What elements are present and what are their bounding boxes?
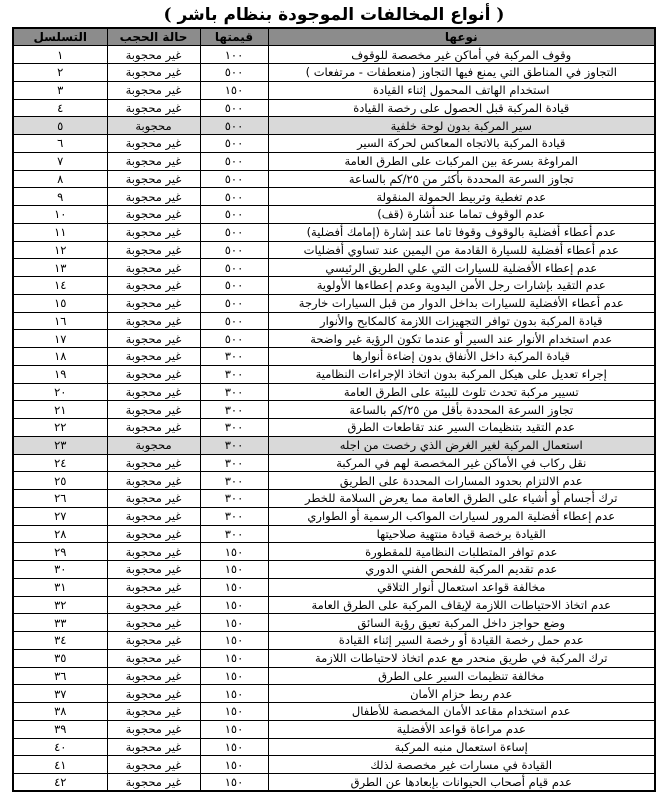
table-row xyxy=(13,277,655,295)
table-body xyxy=(13,46,655,792)
cell-serial-number: ٣ xyxy=(13,81,107,99)
cell-violation-type: عدم مراعاة قواعد الأفضلية xyxy=(268,720,655,738)
table-row xyxy=(13,401,655,419)
cell-serial-number: ٤٠ xyxy=(13,738,107,756)
cell-serial-number: ٣٤ xyxy=(13,632,107,650)
cell-violation-value: ٥٠٠ xyxy=(200,294,268,312)
cell-violation-type: مخالفة تنظيمات السير على الطرق xyxy=(268,667,655,685)
cell-violation-value: ٥٠٠ xyxy=(200,259,268,277)
table-row xyxy=(13,756,655,774)
cell-violation-type: عدم أعطاء أفضلية بالوقوف وقوفا تاما عند إشارة (إمامك أفضلية) xyxy=(268,223,655,241)
table-row xyxy=(13,348,655,366)
cell-violation-type: عدم التقيد بإشارات رجل الأمن اليدوية وعدم إعطاءها الأولوية xyxy=(268,277,655,295)
cell-violation-value: ٥٠٠ xyxy=(200,170,268,188)
table-row xyxy=(13,614,655,632)
cell-serial-number: ٧ xyxy=(13,152,107,170)
cell-blocking-status: غير محجوبة xyxy=(107,419,200,437)
cell-blocking-status: غير محجوبة xyxy=(107,46,200,64)
cell-serial-number: ٣٠ xyxy=(13,561,107,579)
cell-violation-value: ٥٠٠ xyxy=(200,241,268,259)
cell-blocking-status: غير محجوبة xyxy=(107,578,200,596)
cell-serial-number: ٢٠ xyxy=(13,383,107,401)
table-row xyxy=(13,685,655,703)
table-row xyxy=(13,543,655,561)
cell-violation-type: المراوغة بسرعة بين المركبات على الطرق العامة xyxy=(268,152,655,170)
cell-violation-type: تسيير مركبة تحدث تلوث للبيئة على الطرق العامة xyxy=(268,383,655,401)
cell-violation-type: قيادة المركبة بدون توافر التجهيزات اللازمة كالمكابح والأنوار xyxy=(268,312,655,330)
cell-violation-value: ١٥٠ xyxy=(200,756,268,774)
cell-blocking-status: غير محجوبة xyxy=(107,632,200,650)
cell-violation-type: القيادة برخصة قيادة منتهية صلاحيتها xyxy=(268,525,655,543)
header-serial: التسلسل xyxy=(13,28,107,46)
cell-blocking-status: غير محجوبة xyxy=(107,738,200,756)
cell-blocking-status: غير محجوبة xyxy=(107,649,200,667)
table-row xyxy=(13,774,655,792)
cell-violation-type: عدم حمل رخصة القيادة أو رخصة السير إثناء القيادة xyxy=(268,632,655,650)
cell-serial-number: ٢٥ xyxy=(13,472,107,490)
header-value: قيمتها xyxy=(200,28,268,46)
cell-blocking-status: غير محجوبة xyxy=(107,81,200,99)
cell-blocking-status: غير محجوبة xyxy=(107,596,200,614)
table-row xyxy=(13,46,655,64)
table-row xyxy=(13,188,655,206)
cell-violation-type: عدم استخدام الأنوار عند السير أو عندما تكون الرؤية غير واضحة xyxy=(268,330,655,348)
cell-violation-value: ٣٠٠ xyxy=(200,436,268,454)
table-row xyxy=(13,135,655,153)
cell-violation-value: ٣٠٠ xyxy=(200,348,268,366)
table-row xyxy=(13,561,655,579)
table-row xyxy=(13,117,655,135)
cell-serial-number: ٢٨ xyxy=(13,525,107,543)
cell-blocking-status: غير محجوبة xyxy=(107,312,200,330)
cell-violation-type: استخدام الهاتف المحمول إثناء القيادة xyxy=(268,81,655,99)
cell-blocking-status: غير محجوبة xyxy=(107,685,200,703)
header-type: نوعها xyxy=(268,28,655,46)
cell-violation-type: عدم التقيد بتنظيمات السير عند تقاطعات الطرق xyxy=(268,419,655,437)
cell-violation-type: وقوف المركبة في أماكن غير مخصصة للوقوف xyxy=(268,46,655,64)
cell-violation-type: عدم اتخاذ الاحتياطات اللازمة لإيقاف المركبة على الطرق العامة xyxy=(268,596,655,614)
cell-serial-number: ٢١ xyxy=(13,401,107,419)
cell-blocking-status: غير محجوبة xyxy=(107,774,200,792)
cell-blocking-status: غير محجوبة xyxy=(107,348,200,366)
cell-blocking-status: غير محجوبة xyxy=(107,454,200,472)
table-row xyxy=(13,649,655,667)
cell-violation-type: ترك أجسام أو أشياء على الطرق العامة مما يعرض السلامة للخطر xyxy=(268,490,655,508)
cell-violation-type: سير المركبة بدون لوحة خلفية xyxy=(268,117,655,135)
cell-serial-number: ٢٣ xyxy=(13,436,107,454)
cell-violation-value: ١٥٠ xyxy=(200,561,268,579)
cell-violation-type: عدم إعطاء الأفضلية للسيارات التي علي الطريق الرئيسي xyxy=(268,259,655,277)
cell-serial-number: ٢٧ xyxy=(13,507,107,525)
cell-violation-value: ٥٠٠ xyxy=(200,277,268,295)
table-row xyxy=(13,365,655,383)
cell-violation-type: عدم ربط حزام الأمان xyxy=(268,685,655,703)
cell-violation-value: ٥٠٠ xyxy=(200,330,268,348)
header-row xyxy=(13,28,655,46)
cell-serial-number: ٩ xyxy=(13,188,107,206)
cell-violation-type: تجاوز السرعة المحددة بأقل من ٢٥/كم بالساعة xyxy=(268,401,655,419)
cell-violation-type: عدم تقديم المركبة للفحص الفني الدوري xyxy=(268,561,655,579)
page-title: ( أنواع المخالفات الموجودة بنظام باشر ) xyxy=(163,5,505,25)
cell-violation-value: ٣٠٠ xyxy=(200,401,268,419)
cell-serial-number: ٣٣ xyxy=(13,614,107,632)
cell-serial-number: ٢ xyxy=(13,64,107,82)
cell-blocking-status: غير محجوبة xyxy=(107,170,200,188)
cell-serial-number: ٢٩ xyxy=(13,543,107,561)
cell-blocking-status: غير محجوبة xyxy=(107,543,200,561)
cell-serial-number: ١٧ xyxy=(13,330,107,348)
table-row xyxy=(13,507,655,525)
cell-violation-value: ١٥٠ xyxy=(200,632,268,650)
cell-violation-value: ١٥٠ xyxy=(200,543,268,561)
table-row xyxy=(13,81,655,99)
table-row xyxy=(13,223,655,241)
cell-violation-type: مخالفة قواعد استعمال أنوار التلاقي xyxy=(268,578,655,596)
table-row xyxy=(13,703,655,721)
cell-serial-number: ٤١ xyxy=(13,756,107,774)
cell-blocking-status: غير محجوبة xyxy=(107,614,200,632)
header-status: حالة الحجب xyxy=(107,28,200,46)
cell-violation-type: عدم تغطية وتربيط الحمولة المنقولة xyxy=(268,188,655,206)
cell-violation-type: عدم استخدام مقاعد الأمان المخصصة للأطفال xyxy=(268,703,655,721)
cell-violation-value: ١٥٠ xyxy=(200,649,268,667)
cell-violation-value: ١٠٠ xyxy=(200,46,268,64)
cell-serial-number: ٢٤ xyxy=(13,454,107,472)
cell-blocking-status: غير محجوبة xyxy=(107,135,200,153)
cell-violation-type: عدم إعطاء أفضلية المرور لسيارات المواكب الرسمية أو الطواري xyxy=(268,507,655,525)
table-row xyxy=(13,667,655,685)
cell-serial-number: ٣٢ xyxy=(13,596,107,614)
cell-violation-type: إساءة استعمال منبه المركبة xyxy=(268,738,655,756)
cell-violation-value: ٥٠٠ xyxy=(200,64,268,82)
table-row xyxy=(13,152,655,170)
cell-blocking-status: غير محجوبة xyxy=(107,720,200,738)
cell-violation-type: عدم أعطاء أفضلية للسيارة القادمة من اليمين عند تساوي أفضليات xyxy=(268,241,655,259)
cell-serial-number: ٣٦ xyxy=(13,667,107,685)
table-row xyxy=(13,472,655,490)
cell-violation-value: ٣٠٠ xyxy=(200,454,268,472)
cell-violation-type: القيادة في مسارات غير مخصصة لذلك xyxy=(268,756,655,774)
cell-serial-number: ٤٢ xyxy=(13,774,107,792)
cell-violation-value: ١٥٠ xyxy=(200,596,268,614)
cell-serial-number: ١٩ xyxy=(13,365,107,383)
table-row xyxy=(13,578,655,596)
table-row xyxy=(13,312,655,330)
cell-violation-value: ٣٠٠ xyxy=(200,507,268,525)
cell-serial-number: ١٥ xyxy=(13,294,107,312)
cell-violation-type: وضع حواجز داخل المركبة تعيق رؤية السائق xyxy=(268,614,655,632)
cell-violation-value: ١٥٠ xyxy=(200,667,268,685)
cell-serial-number: ١٨ xyxy=(13,348,107,366)
table-header xyxy=(13,28,655,46)
cell-blocking-status: غير محجوبة xyxy=(107,330,200,348)
table-row xyxy=(13,294,655,312)
cell-violation-value: ١٥٠ xyxy=(200,578,268,596)
cell-blocking-status: غير محجوبة xyxy=(107,64,200,82)
cell-serial-number: ٢٢ xyxy=(13,419,107,437)
table-row xyxy=(13,330,655,348)
cell-blocking-status: غير محجوبة xyxy=(107,206,200,224)
cell-violation-value: ٥٠٠ xyxy=(200,206,268,224)
table-row xyxy=(13,241,655,259)
cell-violation-value: ١٥٠ xyxy=(200,703,268,721)
cell-violation-value: ٣٠٠ xyxy=(200,525,268,543)
cell-violation-type: عدم الوقوف تماما عند أشارة (قف) xyxy=(268,206,655,224)
table-row xyxy=(13,632,655,650)
cell-blocking-status: غير محجوبة xyxy=(107,241,200,259)
table-row xyxy=(13,64,655,82)
cell-blocking-status: غير محجوبة xyxy=(107,561,200,579)
cell-serial-number: ١٢ xyxy=(13,241,107,259)
cell-serial-number: ٣٨ xyxy=(13,703,107,721)
table-row xyxy=(13,259,655,277)
cell-serial-number: ١١ xyxy=(13,223,107,241)
cell-violation-value: ٣٠٠ xyxy=(200,365,268,383)
cell-blocking-status: غير محجوبة xyxy=(107,294,200,312)
cell-serial-number: ١٦ xyxy=(13,312,107,330)
cell-blocking-status: غير محجوبة xyxy=(107,259,200,277)
cell-blocking-status: غير محجوبة xyxy=(107,472,200,490)
cell-violation-value: ١٥٠ xyxy=(200,720,268,738)
cell-violation-type: عدم أعطاء الأفضلية للسيارات بداخل الدوار من قبل السيارات خارجة xyxy=(268,294,655,312)
cell-violation-type: استعمال المركبة لغير الغرض الذي رخصت من اجله xyxy=(268,436,655,454)
cell-serial-number: ٨ xyxy=(13,170,107,188)
cell-violation-value: ٣٠٠ xyxy=(200,419,268,437)
cell-blocking-status: غير محجوبة xyxy=(107,152,200,170)
table-row xyxy=(13,419,655,437)
cell-blocking-status: غير محجوبة xyxy=(107,188,200,206)
table-row xyxy=(13,206,655,224)
cell-violation-value: ١٥٠ xyxy=(200,685,268,703)
table-row xyxy=(13,99,655,117)
cell-serial-number: ٣١ xyxy=(13,578,107,596)
cell-violation-value: ٥٠٠ xyxy=(200,152,268,170)
cell-serial-number: ٣٩ xyxy=(13,720,107,738)
cell-violation-value: ١٥٠ xyxy=(200,738,268,756)
cell-blocking-status: غير محجوبة xyxy=(107,490,200,508)
cell-violation-value: ١٥٠ xyxy=(200,774,268,792)
table-row xyxy=(13,738,655,756)
cell-blocking-status: غير محجوبة xyxy=(107,525,200,543)
cell-violation-value: ١٥٠ xyxy=(200,81,268,99)
cell-blocking-status: محجوبة xyxy=(107,436,200,454)
cell-serial-number: ٥ xyxy=(13,117,107,135)
table-row xyxy=(13,436,655,454)
cell-serial-number: ٣٥ xyxy=(13,649,107,667)
cell-violation-value: ٥٠٠ xyxy=(200,135,268,153)
cell-blocking-status: غير محجوبة xyxy=(107,383,200,401)
cell-violation-type: التجاوز في المناطق التي يمنع فيها التجاوز (منعطفات - مرتفعات ) xyxy=(268,64,655,82)
cell-violation-value: ٥٠٠ xyxy=(200,99,268,117)
cell-violation-value: ٥٠٠ xyxy=(200,117,268,135)
cell-violation-type: عدم قيام أصحاب الحيوانات بإبعادها عن الطرق xyxy=(268,774,655,792)
table-row xyxy=(13,383,655,401)
cell-violation-value: ١٥٠ xyxy=(200,614,268,632)
table-row xyxy=(13,525,655,543)
cell-violation-value: ٣٠٠ xyxy=(200,490,268,508)
cell-blocking-status: غير محجوبة xyxy=(107,507,200,525)
cell-serial-number: ٢٦ xyxy=(13,490,107,508)
table-row xyxy=(13,170,655,188)
cell-serial-number: ١ xyxy=(13,46,107,64)
table-row xyxy=(13,720,655,738)
violations-table xyxy=(12,27,656,792)
table-row xyxy=(13,490,655,508)
cell-violation-type: إجراء تعديل على هيكل المركبة بدون اتخاذ الإجراءات النظامية xyxy=(268,365,655,383)
cell-violation-type: قيادة المركبة بالاتجاه المعاكس لحركة السير xyxy=(268,135,655,153)
cell-blocking-status: غير محجوبة xyxy=(107,756,200,774)
table-row xyxy=(13,596,655,614)
cell-violation-type: نقل ركاب في الأماكن غير المخصصة لهم في المركبة xyxy=(268,454,655,472)
cell-blocking-status: غير محجوبة xyxy=(107,365,200,383)
cell-serial-number: ١٤ xyxy=(13,277,107,295)
cell-serial-number: ١٣ xyxy=(13,259,107,277)
cell-violation-value: ٥٠٠ xyxy=(200,188,268,206)
cell-violation-type: عدم توافر المتطلبات النظامية للمقطورة xyxy=(268,543,655,561)
cell-blocking-status: غير محجوبة xyxy=(107,99,200,117)
cell-blocking-status: غير محجوبة xyxy=(107,223,200,241)
cell-serial-number: ١٠ xyxy=(13,206,107,224)
cell-violation-value: ٣٠٠ xyxy=(200,472,268,490)
cell-serial-number: ٦ xyxy=(13,135,107,153)
cell-serial-number: ٣٧ xyxy=(13,685,107,703)
cell-violation-type: عدم الالتزام بحدود المسارات المحددة على الطريق xyxy=(268,472,655,490)
cell-violation-type: قيادة المركبة داخل الأنفاق بدون إضاءة أنوارها xyxy=(268,348,655,366)
cell-violation-value: ٣٠٠ xyxy=(200,383,268,401)
cell-blocking-status: غير محجوبة xyxy=(107,667,200,685)
cell-blocking-status: غير محجوبة xyxy=(107,703,200,721)
cell-violation-type: ترك المركبة في طريق منحدر مع عدم اتخاذ لاحتياطات اللازمة xyxy=(268,649,655,667)
table-row xyxy=(13,454,655,472)
cell-serial-number: ٤ xyxy=(13,99,107,117)
cell-violation-type: تجاوز السرعة المحددة بأكثر من ٢٥/كم بالساعة xyxy=(268,170,655,188)
cell-violation-value: ٥٠٠ xyxy=(200,223,268,241)
cell-violation-type: قيادة المركبة قبل الحصول على رخصة القيادة xyxy=(268,99,655,117)
cell-blocking-status: غير محجوبة xyxy=(107,277,200,295)
cell-blocking-status: غير محجوبة xyxy=(107,401,200,419)
cell-blocking-status: محجوبة xyxy=(107,117,200,135)
cell-violation-value: ٥٠٠ xyxy=(200,312,268,330)
